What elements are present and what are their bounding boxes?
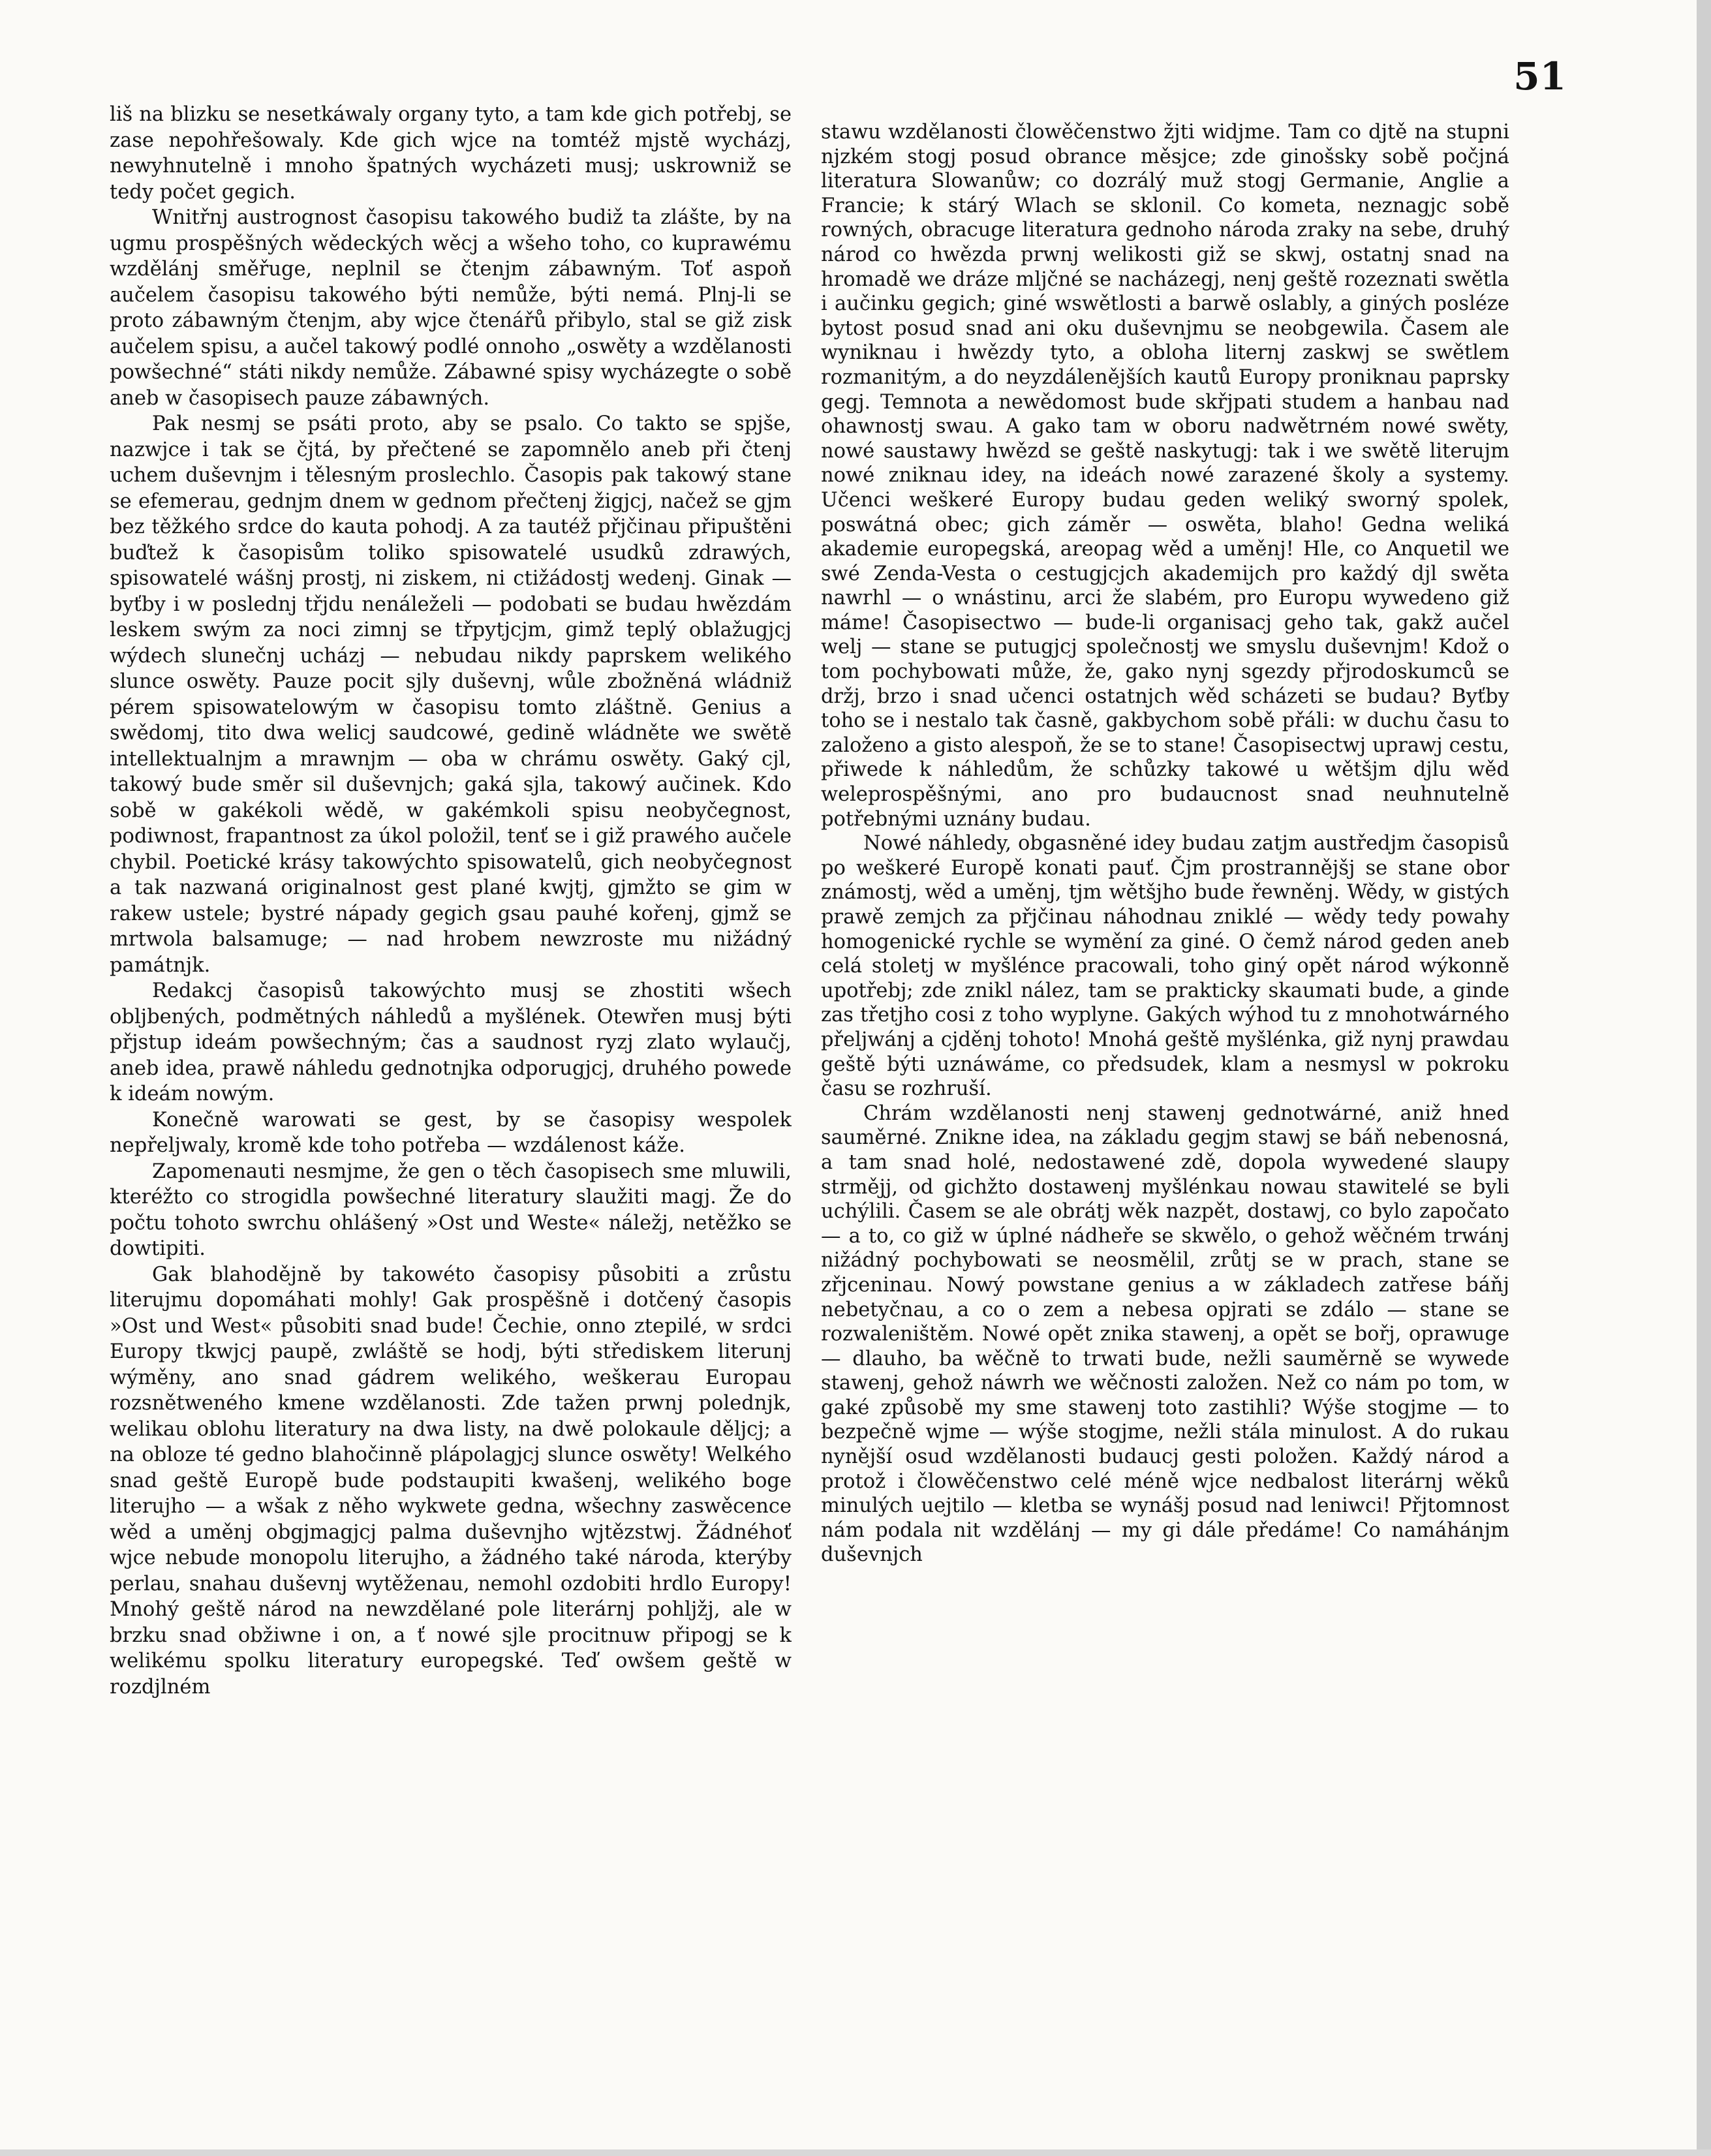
paragraph: Gak blahodějně by takowéto časopisy působiti a zrůstu literujmu dopomáhati mohly! Gak prospěšně i dotčený časopis »Ost und West« působiti snad bude! Čechie, onno ztepilé, w srdci Europy tkwjcj paupě, zwláště se hodj, býti střediskem literunj wýměny, ano snad gádrem welikého, weškerau Europau rozsnětweného kmene wzdělanosti. Zde tažen prwnj polednjk, welikau oblohu literatury na dwa listy, na dwě polokaule dělјcj; a na obloze té gedno blahočinně plápolagjcj slunce oswěty! Welkého snad geště Europě bude podstaupiti kwašenj, welikého boge literujho — a wšak z něho wykwete gedna, wšechny zaswěcence wěd a uměnj obgjmagjcj palma duševnjho wjtězstwj. Žádnéhoť wjce nebude monopolu literujho, a žádného také národa, kterýby perlau, snahau duševnj wytěženau, nemohl ozdobiti hrdlo Europy! Mnohý geště národ na newzdělané pole literárnj pohljžj, ale w brzku snad obžiwne i on, a ť nowé sjle procitnuw připogj se k welikému spolku literatury europegské. Teď owšem geště w rozdjlném [110,1263,792,1699]
page-number: 51 [1513,54,1566,99]
paragraph: Nowé náhledy, obgasněné idey budau zatjm austředjm časopisů po weškeré Europě konati pauť. Čjm prostrannějšj se stane obor známostj, wěd a uměnj, tjm wětšjho bude řewněnj. Wědy, w gistých prawě zemjch za přjčinau náhodnau zniklé — wědy tedy powahy homogenické rychle se wymění za giné. O čemž národ geden aneb celá stoletj w myšlénce pracowali, toho giný opět národ wýkonně upotřebj; zde znikl nález, tam se prakticky skaumati bude, a ginde zas třetjho cosi z toho wyplyne. Gakých wýhod tu z mnohotwárného přeljwánj a cjděnj tohoto! Mnohá geště myšlénka, giž nynj prawdau geště býti uznáwáme, co předsudek, klam a nesmysl w pokroku času se rozhruší. [821,832,1509,1101]
paragraph: Konečně warowati se gest, by se časopisy wespolek nepřeljwaly, kromě kde toho potřeba — wzdálenost káže. [110,1108,792,1157]
paragraph: Pak nesmj se psáti proto, aby se psalo. Co takto se spjše, nazwjce i tak se čjtá, by přečtené se zapomnělo aneb při čtenj uchem duševnjm i tělesným proslechlo. Časopis pak takowý stane se efemerau, gednjm dnem w gednom přečtenj žigjcj, načež se gjm bez těžkého srdce do kauta pohodj. A za tautéž přjčinau připuštěni buďtež k časopisům toliko spisowatelé usudků zdrawých, spisowatelé wášnj prostj, ni ziskem, ni ctižádostj wedenj. Ginak — byťby i w poslednj třjdu nenáleželi — podobati se budau hwězdám leskem swým za noci zimnj se třpytjcjm, gimž teplý oblažugjcj wýdech slunečnj ucházj — nebudau nikdy paprskem welikého slunce oswěty. Pauze pocit sjly duševnj, wůle zbožněná wládniž pérem spisowatelowým w časopisu tomto zláštně. Genius a swědomj, tito dwa welicj saudcowé, gedině wládněte we swětě intellektualnjm a mrawnjm — oba w chrámu oswěty. Gaký cjl, takowý bude směr sil duševnjch; gaká sjla, takowý aučinek. Kdo sobě w gakékoli wědě, w gakémkoli spisu neobyčegnost, podiwnost, frapantnost za úkol položil, tenť se i giž prawého aučele chybil. Poetické krásy takowýchto spisowatelů, gich neobyčegnost a tak nazwaná originalnost gest plané kwjtj, gjmžto se gim w rakew ustele; bystré nápady gegich gsau pauhé kořenj, gjmž se mrtwola balsamuge; — nad hrobem newzroste mu nižádný památnjk. [110,412,792,977]
page-bottom-edge [0,2149,1711,2156]
paragraph: Chrám wzdělanosti nenj stawenj gednotwárné, aniž hned sauměrné. Znikne idea, na základu gegjm stawj se báň nebenosná, a tam snad holé, nedostawené zdě, dopola wywedené slaupy strmějj, od gichžto dostawenj myšlénkau nowau stawitelé se byli uchýlili. Časem se ale obrátj wěk nazpět, dostawj, co bylo započato — a to, co giž w úplné nádheře se skwělo, o gehož wěčném trwánj nižádný pochybowati se neosmělil, zrůtj se w prach, stane se zřjceninau. Nowý powstane genius a w základech zatřese báňj nebetyčnau, a co o zem a nebesa opjrati se zdálo — stane se rozwaleništěm. Nowé opět znika stawenj, a opět se bořj, oprawuge — dlauho, ba wěčně to trwati bude, nežli sauměrně se wywede stawenj, gehož náwrh we wěčnosti založen. Než co nám po tom, w gaké způsobě my sme stawenj toto zastihli? Wýše stogjme — to bezpečně wjme — wýše stogjme, nežli stála minulost. A do rukau nynější osud wzdělanosti budaucj gesti položen. Každý národ a protož i člowěčenstwo celé méně wjce nedbalost literárnj wěků minulých uejtilo — kletba se wynášj posud nad leniwci! Přjtomnost nám podala nit wzdělánj — my gi dále předáme! Co namáhánjm duševnjch [821,1101,1509,1567]
paragraph: Redakcj časopisů takowýchto musj se zhostiti wšech oblјbených, podmětných náhledů a myšlének. Otewřen musj býti přjstup ideám powšechným; čas a saudnost ryzj zlato wylaučj, aneb idea, prawě náhledu gednotnjka odporugjcj, druhého powede k ideám nowým. [110,979,792,1105]
page-edge-shadow [1697,0,1711,2156]
right-column-text [821,120,1509,1567]
left-column-text [110,102,792,1700]
paragraph: liš na blizku se nesetkáwaly organy tyto, a tam kde gich potřebj, se zase nepohřešowaly. Kde gich wjce na tomtéž mjstě wycházj, newyhnutelně i mnoho špatných wycházeti musj; uskrowniž se tedy počet gegich. [110,103,792,204]
paragraph: stawu wzdělanosti člowěčenstwo žjti widjme. Tam co djtě na stupni njzkém stogj posud obrance měsjce; zde ginošsky sobě počjná literatura Slowanůw; co dozrálý muž stogj Germanie, Anglie a Francie; k stárý Wlach se sklonil. Co kometa, neznagjc sobě rowných, obracuge literatura gednoho národa zraky na sebe, druhý národ co hwězda prwnj welikosti giž se skwj, ostatnj snad na hromadě we dráze mljčné se nacházegj, nenj geště rozeznati swětla i aučinku gegich; giné wswětlosti a barwě oslably, a giných posléze bytost posud snad ani oku duševnjmu se neobgewila. Časem ale wyniknau i hwězdy tyto, a obloha liternj zaskwj se swětlem rozmanitým, a do neyzdálenějších kautů Europy proniknau paprsky gegj. Temnota a newědomost bude skřjpati studem a hanbau nad ohawnostj swau. A gako tam w oboru nadwětrném nowé swěty, nowé saustawy hwězd se geště naskytugj: tak i we swětě literujm nowé zniknau idey, na ideách nowé zarazené školy a systemy. Učenci weškeré Europy budau geden weliký sworný spolek, poswátná obec; gich záměr — oswěta, blaho! Gedna weliká akademie europegská, areopag wěd a uměnj! Hle, co Anquetil we swé Zenda-Vesta o cestugјcјch akademijch pro každý djl swěta nawrhl — o wnástinu, arci že slabém, pro Europu wywedeno giž máme! Časopisectwo — bude-li organisacj geho tak, gakž aučel welj — stane se putugјcj společnostj we smyslu duševnjm! Kdož o tom pochybowati může, že, gako nynj sgezdy přjrodoskumců se držj, brzo i snad učenci ostatnjch wěd scházeti se budau? Byťby toho se i nestalo tak časně, gakbychom sobě přáli: w duchu času to založeno a gisto alespoň, že se to stane! Časopisectwj uprawj cestu, přiwede k náhledům, že schůzky takowé u wětšjm djlu wěd weleprospěšnými, ano pro budaucnost snad neuhnutelně potřebnými uznány budau. [821,121,1509,831]
right-column [821,120,1509,2123]
paragraph: Zapomenauti nesmjme, že gen o těch časopisech sme mluwili, kteréžto co strogidla powšechné literatury slaužiti magj. Že do počtu tohoto swrchu ohlášený »Ost und Weste« náležj, netěžko se dowtipiti. [110,1160,792,1260]
paragraph: Wnitřnj austrognost časopisu takowého budiž ta zlášte, by na ugmu prospěšných wědeckých wěcj a wšeho toho, co kuprawému wzdělánj směřuge, neplnil se čtenjm zábawným. Toť aspoň aučelem časopisu takowého býti nemůže, býti nemá. Plnj-li se proto zábawným čtenjm, aby wjce čtenářů přibylo, stal se giž zisk aučelem spisu, a aučel takowý podlé onnoho „oswěty a wzdělanosti powšechné“ státi nikdy nemůže. Zábawné spisy wycházegte o sobě aneb w časopisech pauze zábawných. [110,206,792,410]
left-column [110,102,792,2131]
